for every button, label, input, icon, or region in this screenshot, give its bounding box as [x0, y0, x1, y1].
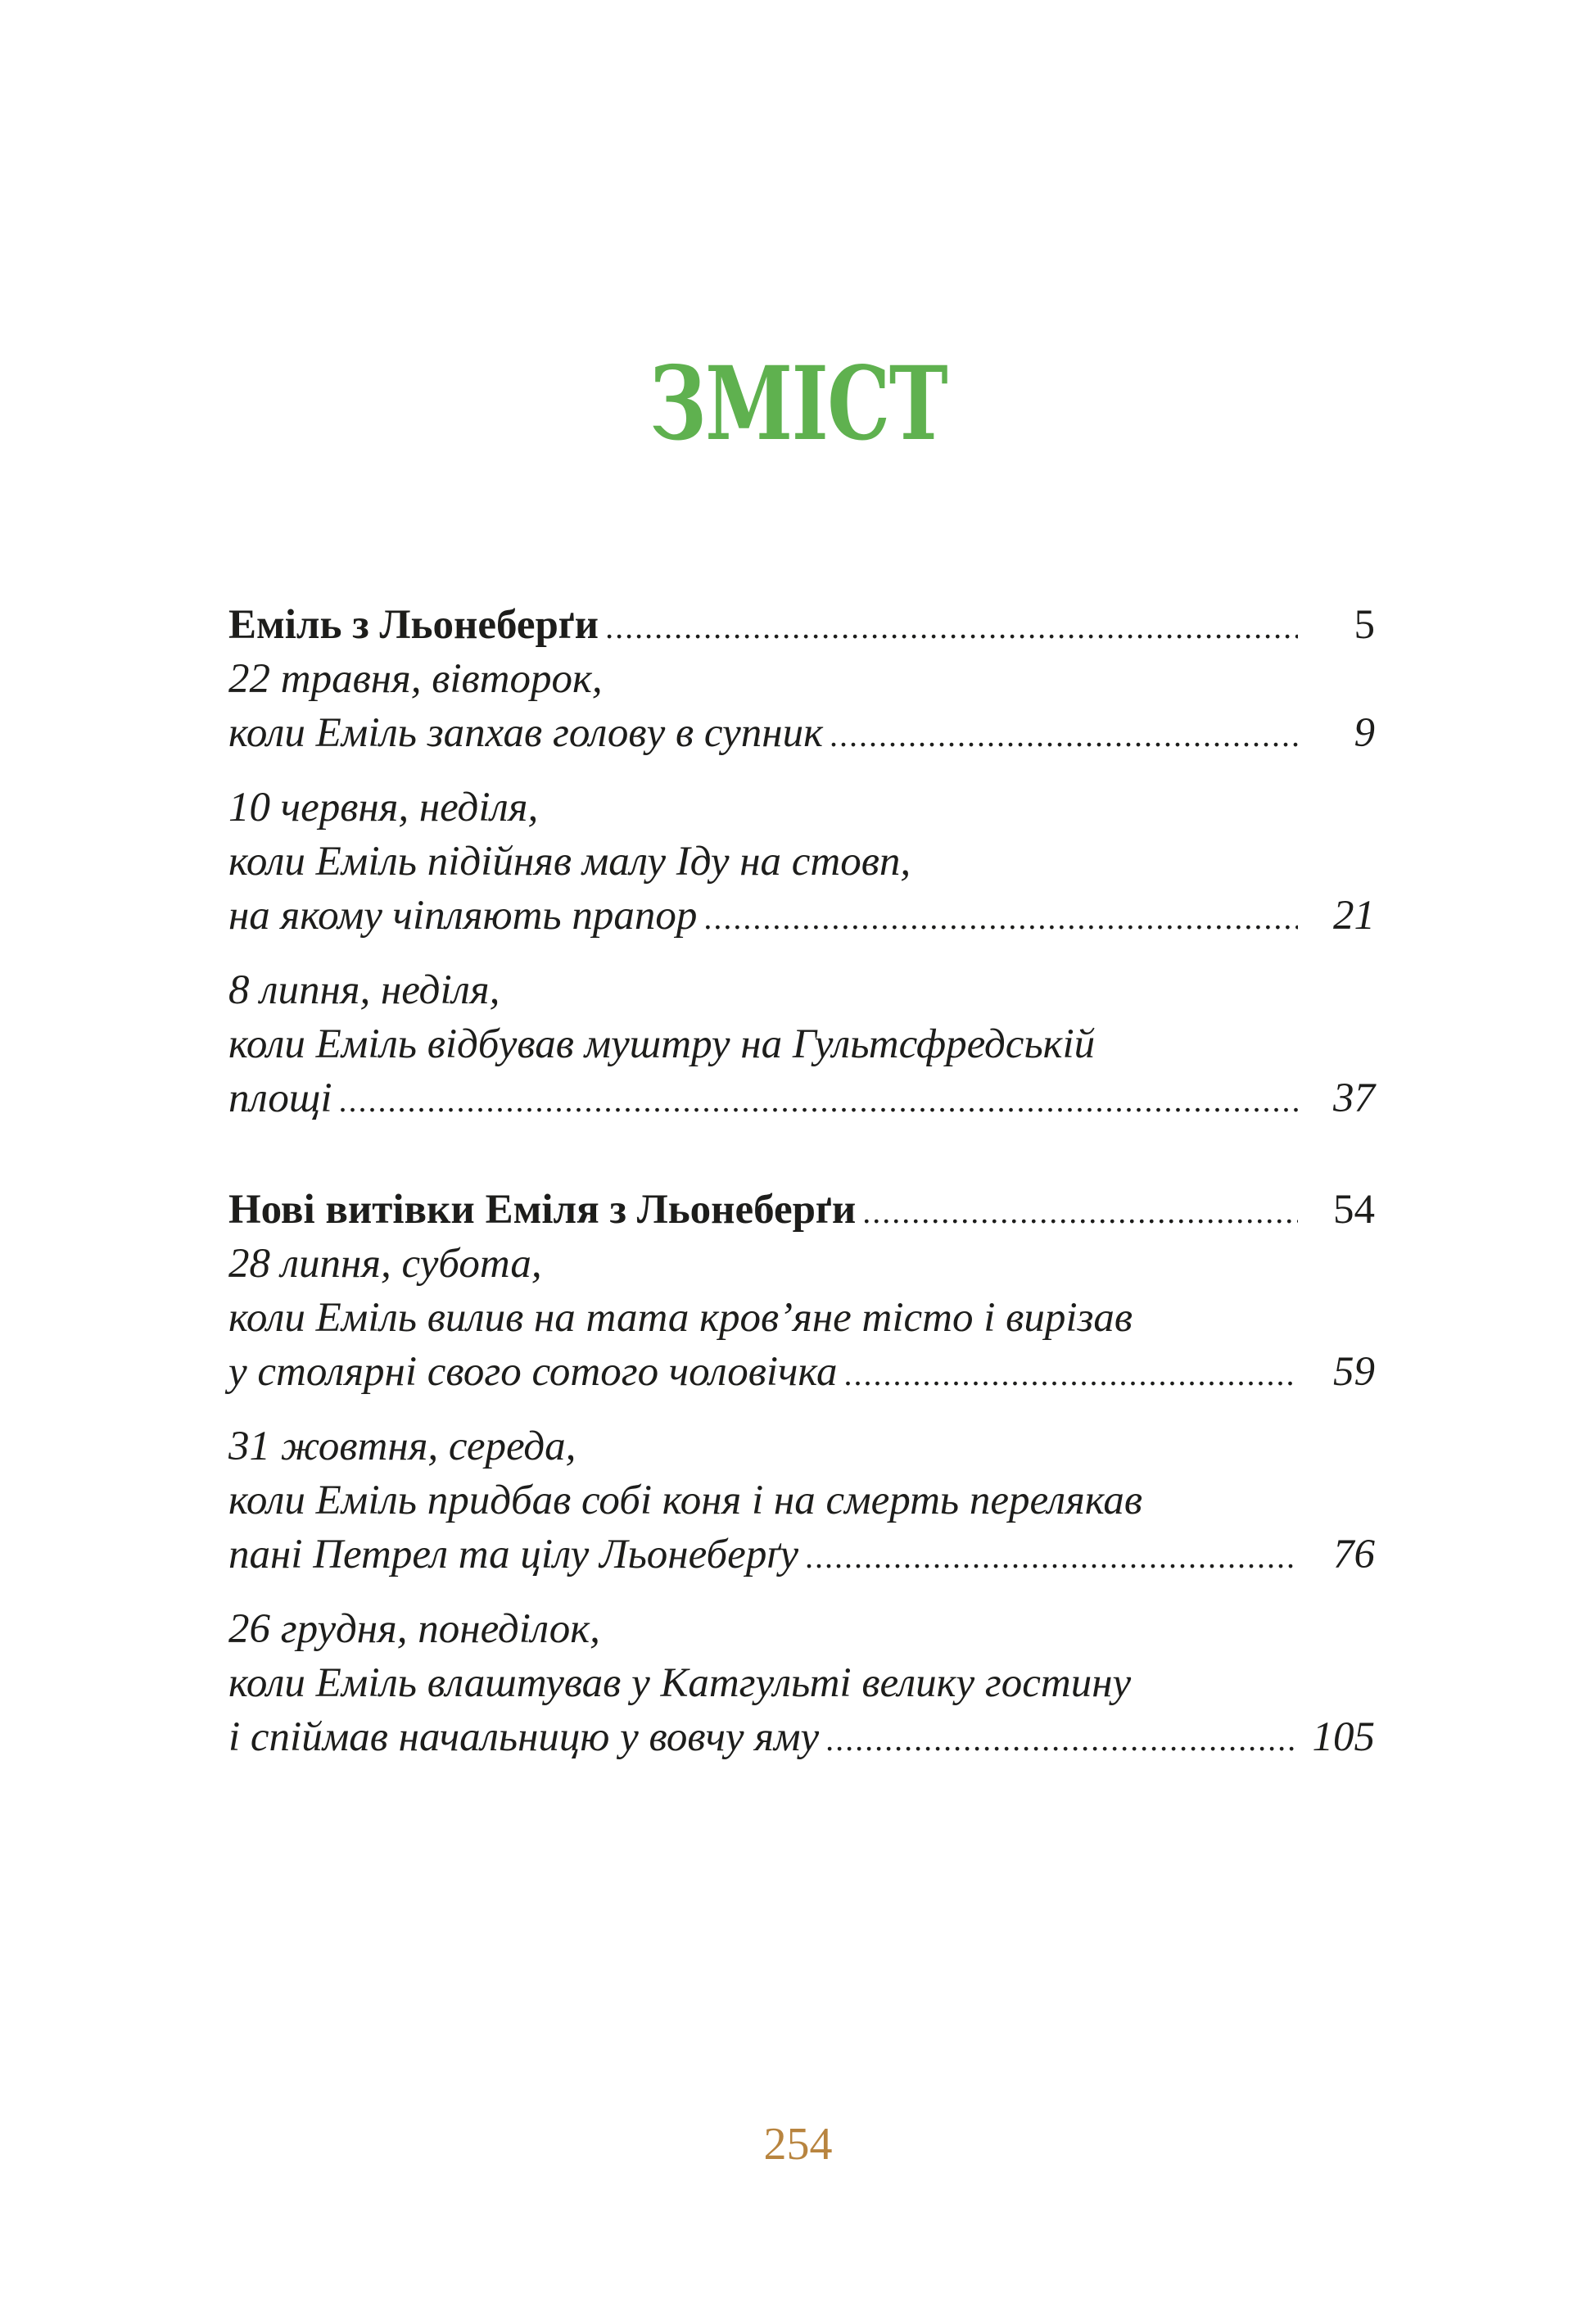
dot-leader [862, 1185, 1298, 1239]
toc-page-number: 9 [1354, 710, 1375, 756]
toc-entry-title: і спіймав начальницю у вовчу яму [228, 1714, 820, 1760]
toc-entry-line: коли Еміль відбував муштру на Гультсфредській [228, 1021, 1096, 1067]
page-title: ЗМІСТ [649, 345, 947, 464]
toc-page-number: 21 [1333, 893, 1375, 939]
toc-entry-line: коли Еміль влаштував у Катгульті велику гостину [228, 1660, 1132, 1706]
toc-heading[interactable] [228, 598, 1375, 652]
toc-entry[interactable] [228, 1528, 1375, 1582]
toc-entry-line: коли Еміль придбав собі коня і на смерть перелякав [228, 1478, 1143, 1523]
toc-entry-line: 22 травня, вівторок, [228, 656, 603, 702]
toc-page-number: 105 [1312, 1714, 1375, 1760]
toc-entry-line: 26 грудня, понеділок, [228, 1606, 600, 1652]
toc-entry[interactable] [228, 1710, 1375, 1764]
toc-page-number: 54 [1333, 1187, 1375, 1233]
dot-leader [843, 1347, 1298, 1401]
toc-entry-title: коли Еміль запхав голову в супник [228, 710, 823, 756]
toc-entry[interactable] [228, 889, 1375, 943]
dot-leader [830, 708, 1298, 763]
toc-heading-title: Нові витівки Еміля з Льонеберґи [228, 1187, 857, 1233]
toc-entry[interactable] [228, 1345, 1375, 1399]
table-of-contents [228, 598, 1375, 1764]
toc-page-number: 5 [1354, 602, 1375, 648]
toc-entry-title: пані Петрел та цілу Льонеберґу [228, 1532, 799, 1577]
toc-page-number: 59 [1333, 1349, 1375, 1395]
toc-entry-line: 8 липня, неділя, [228, 967, 500, 1013]
toc-entry-line: коли Еміль вилив на тата кров’яне тісто і вирізав [228, 1295, 1133, 1341]
toc-heading[interactable] [228, 1183, 1375, 1237]
toc-entry[interactable] [228, 1071, 1375, 1125]
toc-page-number: 37 [1333, 1075, 1375, 1121]
dot-leader [339, 1074, 1298, 1128]
toc-entry-title: на якому чіпляють прапор [228, 893, 698, 939]
dot-leader [805, 1530, 1298, 1584]
toc-entry-title: площі [228, 1075, 332, 1121]
dot-leader [605, 600, 1298, 654]
toc-entry-line: 28 липня, субота, [228, 1241, 542, 1287]
toc-page-number: 76 [1333, 1532, 1375, 1577]
page-number: 254 [763, 2119, 833, 2170]
toc-heading-title: Еміль з Льонеберґи [228, 602, 599, 648]
toc-entry-title: у столярні свого сотого чоловічка [228, 1349, 838, 1395]
toc-entry-line: 31 жовтня, середа, [228, 1424, 576, 1469]
toc-entry-line: 10 червня, неділя, [228, 785, 539, 831]
toc-entry[interactable] [228, 706, 1375, 760]
dot-leader [825, 1713, 1298, 1767]
dot-leader [703, 891, 1298, 945]
toc-entry-line: коли Еміль підійняв малу Іду на стовп, [228, 839, 911, 885]
